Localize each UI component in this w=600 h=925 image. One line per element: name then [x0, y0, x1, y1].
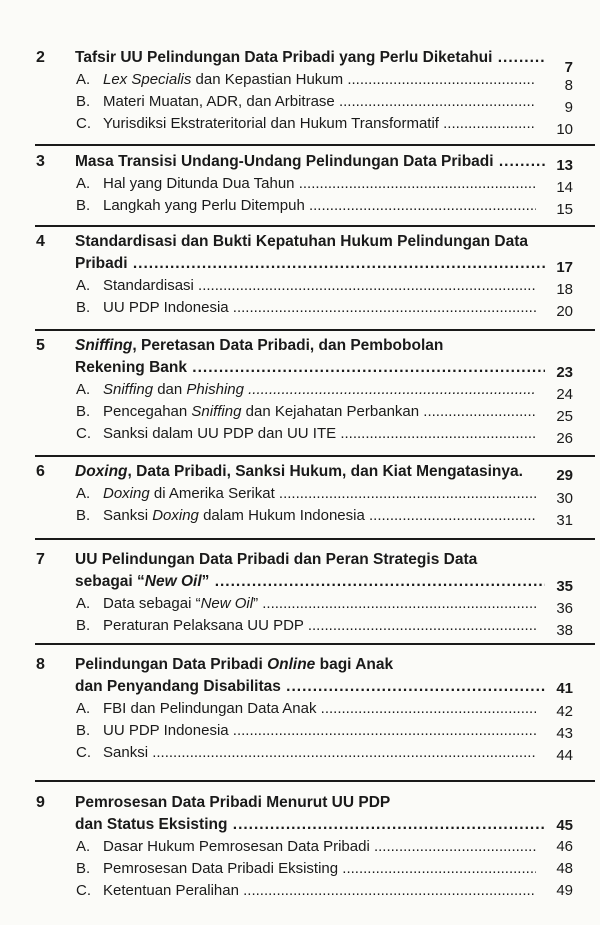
section-letter: A.: [76, 838, 91, 855]
chapter-title[interactable]: Tafsir UU Pelindungan Data Pribadi yang Perlu Diketahui .....: [75, 47, 545, 69]
divider: [35, 538, 595, 540]
section-page: 15: [556, 201, 573, 218]
chapter-row: [0, 47, 600, 76]
section-page: 14: [556, 179, 573, 196]
section-page: 43: [556, 725, 573, 742]
chapter-6: [0, 461, 600, 527]
chapter-title[interactable]: dan Status Eksisting .....: [75, 814, 545, 836]
section-row[interactable]: [0, 379, 600, 401]
section-page: 26: [556, 430, 573, 447]
chapter-row: [0, 357, 600, 379]
section-letter: A.: [76, 71, 91, 88]
chapter-row: [0, 231, 600, 253]
chapter-page: 29: [556, 467, 573, 484]
section-page: 38: [556, 622, 573, 639]
section-title: Yurisdiksi Ekstrateritorial dan Hukum Transformatif .....: [103, 113, 536, 135]
chapter-5: [0, 335, 600, 445]
section-letter: C.: [76, 425, 91, 442]
section-letter: A.: [76, 381, 91, 398]
chapter-page: 13: [556, 157, 573, 174]
section-row[interactable]: [0, 113, 600, 138]
chapter-number: 8: [36, 656, 45, 673]
section-letter: A.: [76, 175, 91, 192]
section-row[interactable]: [0, 698, 600, 720]
section-letter: B.: [76, 722, 91, 739]
chapter-row: [0, 461, 600, 483]
section-row[interactable]: [0, 615, 600, 637]
divider: [35, 643, 595, 645]
section-title: Lex Specialis dan Kepastian Hukum .....: [103, 69, 536, 91]
chapter-page: 7: [564, 59, 573, 76]
chapter-number: 9: [36, 794, 45, 811]
chapter-4: [0, 231, 600, 319]
chapter-page: 45: [556, 817, 573, 834]
section-page: 42: [556, 703, 573, 720]
divider: [35, 329, 595, 331]
section-title: Sanksi Doxing dalam Hukum Indonesia .....: [103, 505, 536, 527]
section-row[interactable]: [0, 880, 600, 902]
section-letter: B.: [76, 617, 91, 634]
chapter-7: [0, 549, 600, 637]
section-page: 24: [556, 386, 573, 403]
section-row[interactable]: [0, 858, 600, 880]
chapter-title[interactable]: dan Penyandang Disabilitas .....: [75, 676, 545, 698]
chapter-title-line[interactable]: UU Pelindungan Data Pribadi dan Peran Strategis Data: [75, 551, 478, 568]
chapter-2: [0, 47, 600, 138]
section-page: 25: [556, 408, 573, 425]
chapter-number: 7: [36, 551, 45, 568]
section-title: Data sebagai “New Oil” .....: [103, 593, 536, 615]
section-title: Standardisasi .....: [103, 275, 536, 297]
section-page: 44: [556, 747, 573, 764]
chapter-page: 41: [556, 680, 573, 697]
chapter-8: [0, 654, 600, 764]
chapter-9: [0, 792, 600, 902]
section-title: FBI dan Pelindungan Data Anak .....: [103, 698, 536, 720]
chapter-row: [0, 792, 600, 814]
section-row[interactable]: [0, 173, 600, 195]
chapter-number: 3: [36, 153, 45, 170]
section-title: Langkah yang Perlu Ditempuh .....: [103, 195, 536, 217]
section-row[interactable]: [0, 742, 600, 764]
section-row[interactable]: [0, 297, 600, 319]
chapter-title[interactable]: Rekening Bank .....: [75, 357, 545, 379]
chapter-row: [0, 814, 600, 836]
chapter-row: [0, 654, 600, 676]
section-letter: C.: [76, 744, 91, 761]
section-title: Ketentuan Peralihan .....: [103, 880, 536, 902]
section-letter: B.: [76, 197, 91, 214]
chapter-title[interactable]: Pribadi .....: [75, 253, 545, 275]
chapter-page: 17: [556, 259, 573, 276]
section-row[interactable]: [0, 91, 600, 116]
section-letter: B.: [76, 93, 91, 110]
section-page: 10: [556, 121, 573, 138]
section-row[interactable]: [0, 69, 600, 94]
section-letter: C.: [76, 882, 91, 899]
chapter-row: [0, 253, 600, 275]
section-title: Materi Muatan, ADR, dan Arbitrase .....: [103, 91, 536, 113]
section-letter: B.: [76, 299, 91, 316]
section-letter: A.: [76, 485, 91, 502]
section-letter: B.: [76, 507, 91, 524]
section-title: UU PDP Indonesia .....: [103, 720, 536, 742]
divider: [35, 455, 595, 457]
section-page: 48: [556, 860, 573, 877]
chapter-row: [0, 676, 600, 698]
chapter-title[interactable]: sebagai “New Oil” .....: [75, 571, 545, 593]
section-title: Sanksi .....: [103, 742, 536, 764]
section-row[interactable]: [0, 275, 600, 297]
chapter-row: [0, 335, 600, 357]
chapter-3: [0, 151, 600, 217]
section-letter: C.: [76, 115, 91, 132]
section-row[interactable]: [0, 593, 600, 615]
chapter-title-line[interactable]: Pemrosesan Data Pribadi Menurut UU PDP: [75, 794, 391, 811]
section-page: 30: [556, 490, 573, 507]
section-letter: A.: [76, 277, 91, 294]
section-title: Hal yang Ditunda Dua Tahun .....: [103, 173, 536, 195]
divider: [35, 225, 595, 227]
section-letter: B.: [76, 860, 91, 877]
chapter-page: 35: [556, 578, 573, 595]
section-page: 46: [556, 838, 573, 855]
section-title: UU PDP Indonesia .....: [103, 297, 536, 319]
chapter-row: [0, 549, 600, 571]
chapter-number: 4: [36, 233, 45, 250]
section-page: 8: [564, 77, 573, 94]
section-title: Pencegahan Sniffing dan Kejahatan Perbankan .....: [103, 401, 536, 423]
section-title: Dasar Hukum Pemrosesan Data Pribadi .....: [103, 836, 536, 858]
section-row[interactable]: [0, 423, 600, 445]
section-row[interactable]: [0, 195, 600, 217]
section-page: 49: [556, 882, 573, 899]
section-page: 20: [556, 303, 573, 320]
chapter-title[interactable]: Doxing, Data Pribadi, Sanksi Hukum, dan Kiat Mengatasinya.: [75, 463, 523, 480]
section-row[interactable]: [0, 505, 600, 527]
section-row[interactable]: [0, 720, 600, 742]
chapter-row: [0, 571, 600, 593]
chapter-page: 23: [556, 364, 573, 381]
section-letter: A.: [76, 700, 91, 717]
section-page: 18: [556, 281, 573, 298]
section-letter: B.: [76, 403, 91, 420]
section-title: Doxing di Amerika Serikat .....: [103, 483, 536, 505]
section-title: Sniffing dan Phishing .....: [103, 379, 536, 401]
section-letter: A.: [76, 595, 91, 612]
chapter-number: 2: [36, 49, 45, 66]
section-page: 31: [556, 512, 573, 529]
divider: [35, 780, 595, 782]
section-title: Pemrosesan Data Pribadi Eksisting .....: [103, 858, 536, 880]
chapter-number: 6: [36, 463, 45, 480]
section-title: Peraturan Pelaksana UU PDP .....: [103, 615, 536, 637]
chapter-title-line[interactable]: Pelindungan Data Pribadi Online bagi Anak: [75, 656, 394, 673]
divider: [35, 144, 595, 146]
section-page: 9: [564, 99, 573, 116]
chapter-title-line[interactable]: Standardisasi dan Bukti Kepatuhan Hukum Pelindungan Data: [75, 233, 529, 250]
chapter-title[interactable]: Masa Transisi Undang-Undang Pelindungan Data Pribadi .....: [75, 151, 545, 173]
section-title: Sanksi dalam UU PDP dan UU ITE .....: [103, 423, 536, 445]
section-row[interactable]: [0, 483, 600, 505]
chapter-title-line[interactable]: Sniffing, Peretasan Data Pribadi, dan Pembobolan: [75, 337, 444, 354]
section-page: 36: [556, 600, 573, 617]
section-row[interactable]: [0, 401, 600, 423]
chapter-number: 5: [36, 337, 45, 354]
section-row[interactable]: [0, 836, 600, 858]
chapter-row: [0, 151, 600, 173]
